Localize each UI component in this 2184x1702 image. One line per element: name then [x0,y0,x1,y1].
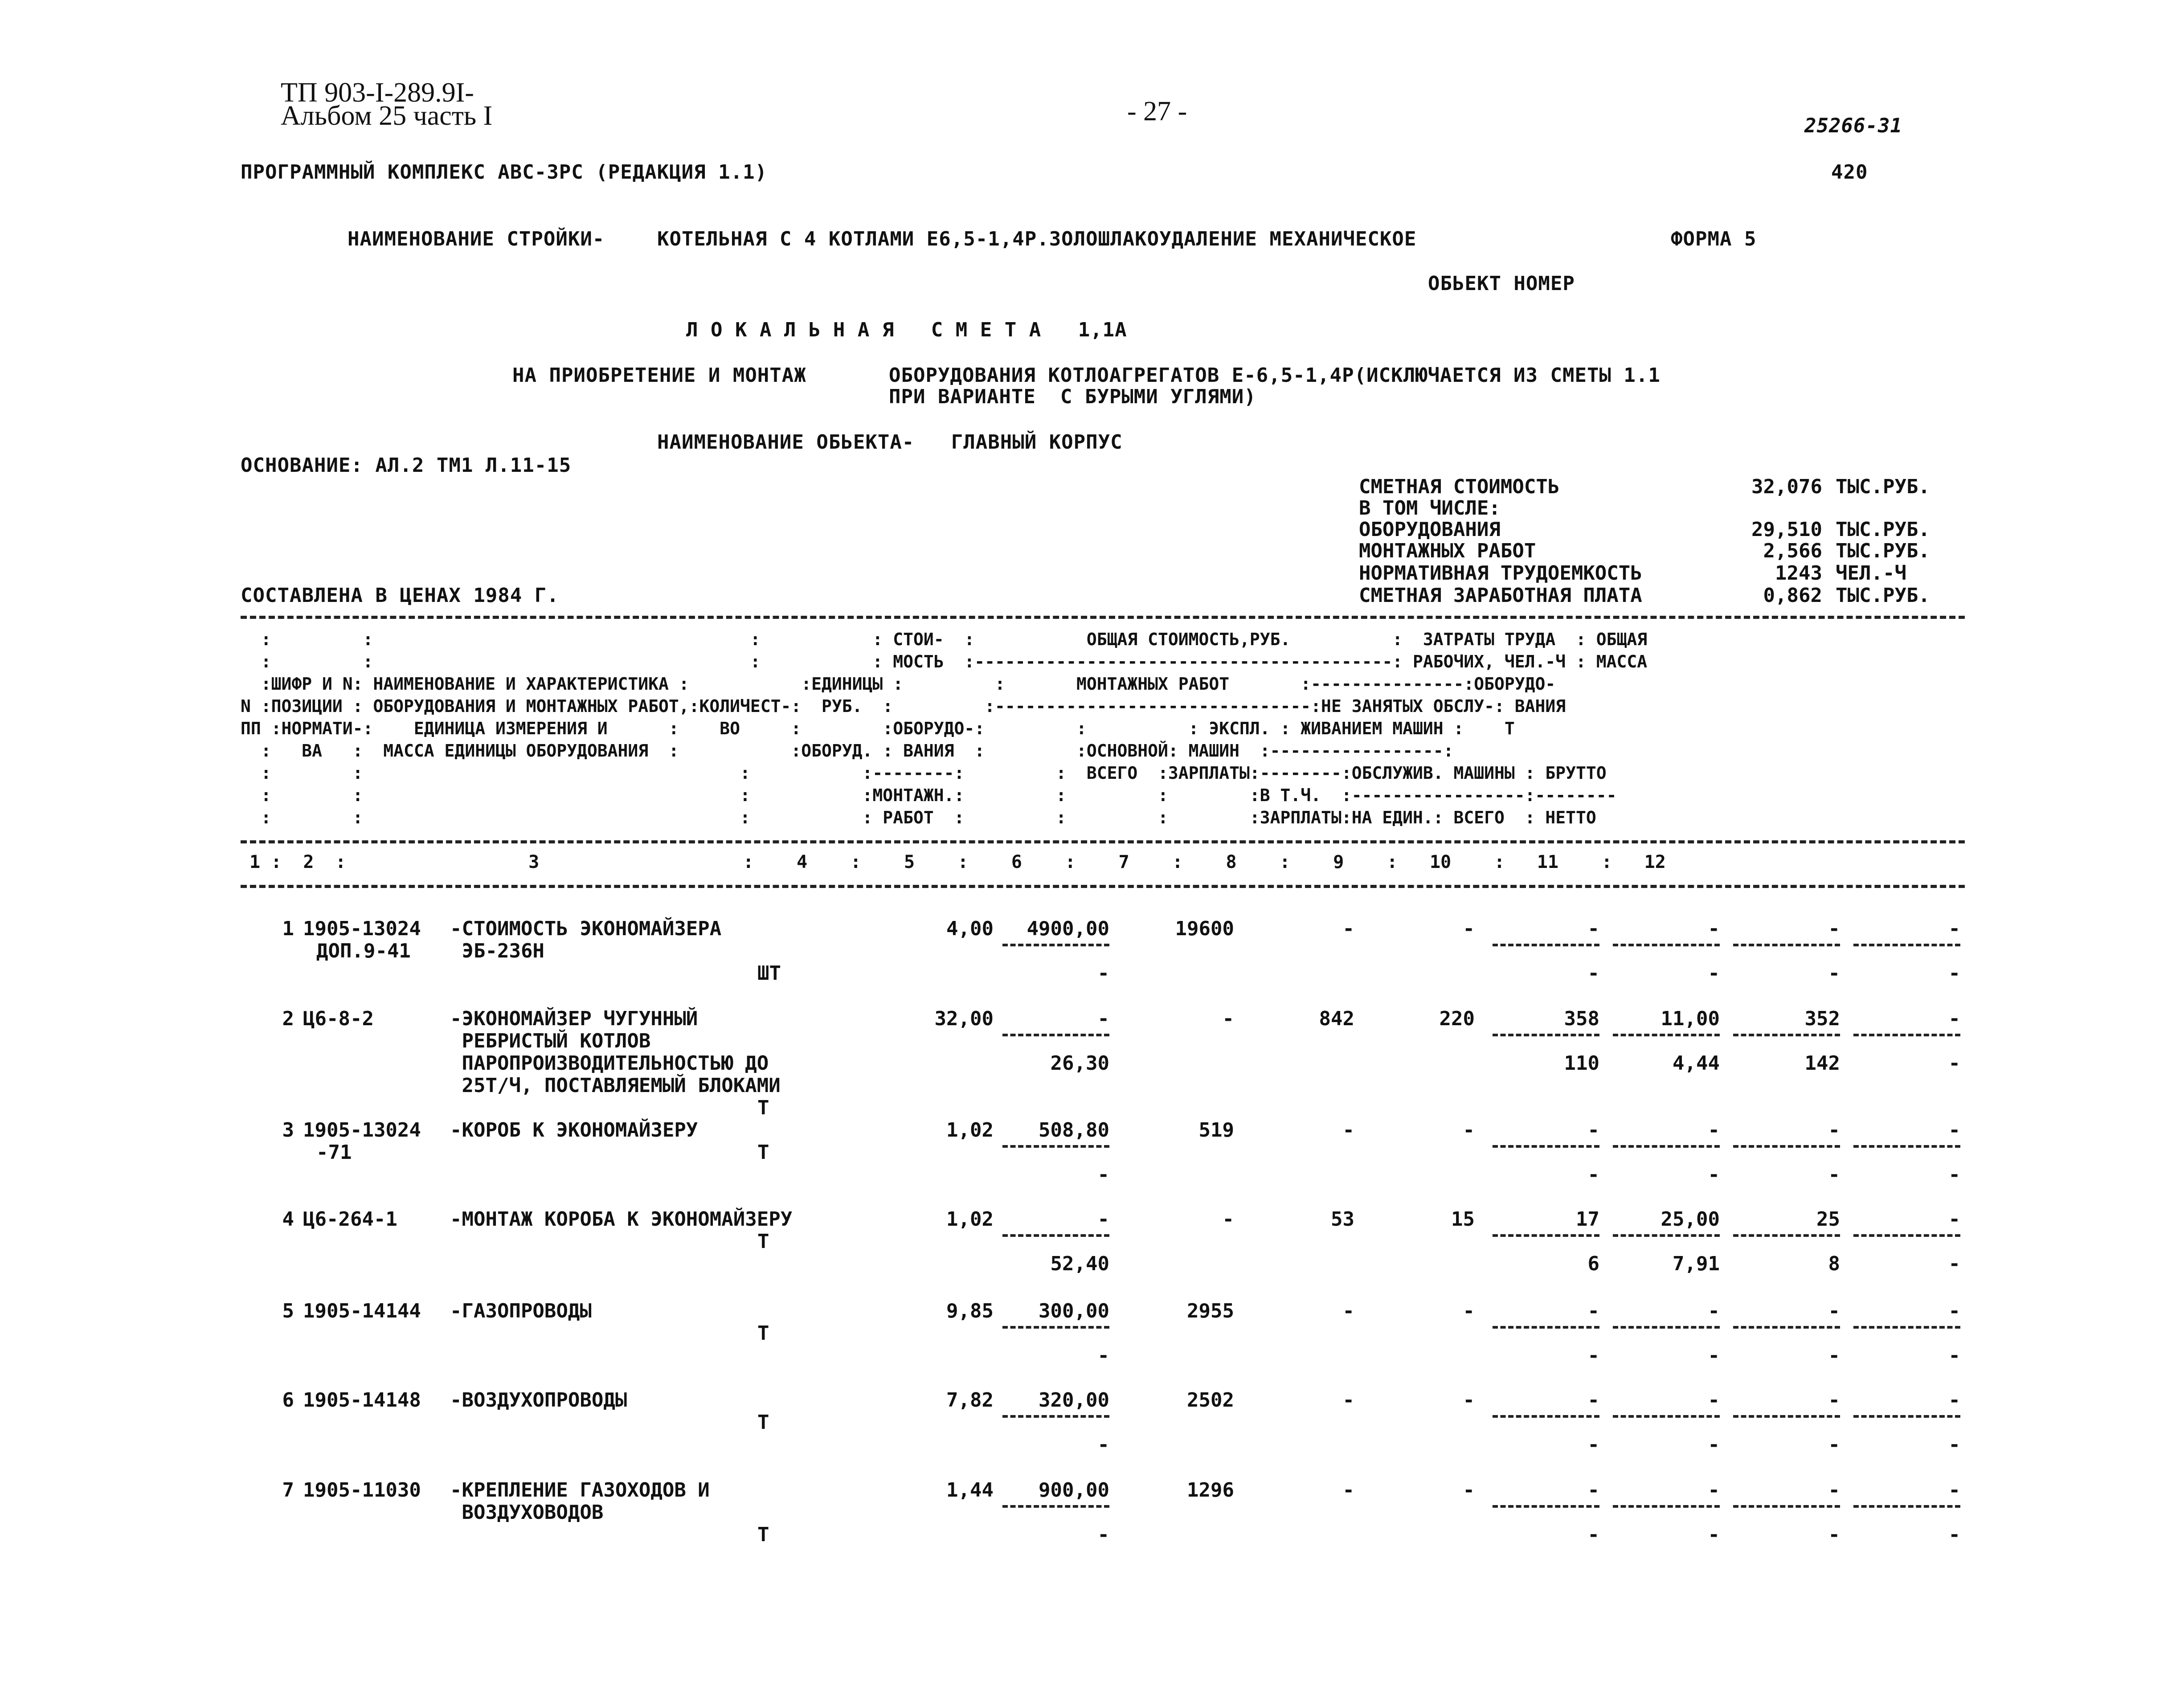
row-labor-unit-mach: - [1708,962,1720,985]
row-labor-unit-mach: - [1708,1433,1720,1456]
row-name-line: -ВОЗДУХОПРОВОДЫ [450,1389,627,1412]
row-labor-total-mach: - [1828,1344,1840,1367]
row-name-line: -ЭКОНОМАЙЗЕР ЧУГУННЫЙ [450,1007,698,1030]
row-name-line: -МОНТАЖ КОРОБА К ЭКОНОМАЙЗЕРУ [450,1208,793,1231]
row-price-mount: - [1097,1433,1109,1456]
summary-unit: ТЫС.РУБ. [1836,518,1930,541]
row-name-line: 25Т/Ч, ПОСТАВЛЯЕМЫЙ БЛОКАМИ [450,1074,781,1097]
labor-total-divider [1733,1034,1840,1036]
unit-price-divider [1002,1145,1109,1148]
row-equipment-cost: 519 [1198,1119,1234,1141]
summary-label: СМЕТНАЯ СТОИМОСТЬ [1359,475,1560,498]
table-top-rule [241,616,1965,619]
summary-row [1359,585,1974,607]
row-quantity: 1,44 [946,1479,994,1502]
summary-label: НОРМАТИВНАЯ ТРУДОЕМКОСТЬ [1359,562,1642,585]
summary-label: В ТОМ ЧИСЛЕ: [1359,497,1501,520]
mass-divider [1853,1505,1960,1508]
row-name-line: ЭБ-236Н [450,940,544,962]
header-line: ПП :НОРМАТИ-: ЕДИНИЦА ИЗМЕРЕНИЯ И : ВО : :ОБОРУДО-: : : ЭКСПЛ. : ЖИВАНИЕМ МАШИН : Т [241,719,1515,738]
row-labor-unit-mach: 7,91 [1673,1252,1720,1275]
labor-unit-divider [1613,1234,1720,1237]
row-unit: Т [757,1523,769,1546]
labor-total-divider [1733,944,1840,946]
object-name: НАИМЕНОВАНИЕ ОБЬЕКТА- ГЛАВНЫЙ КОРПУС [657,431,1123,454]
unit-price-divider [1002,1326,1109,1329]
row-total-mount: - [1342,917,1354,940]
row-code: 1905-13024 [303,1119,421,1141]
labor-unit-divider [1613,1326,1720,1329]
row-code: 1905-13024 [303,917,421,940]
summary-row [1359,476,1974,498]
row-machine-wage: - [1587,962,1599,985]
machine-divider [1493,1034,1599,1036]
header-line: : : : :МОНТАЖН.: : : :В Т.Ч. :-----------------:-------- [241,786,1617,805]
column-numbers: 1 : 2 : 3 : 4 : 5 : 6 : 7 : 8 : 9 : 10 : 11 : 12 [249,852,1666,872]
row-total-mount: - [1342,1479,1354,1502]
row-number: 3 [282,1119,294,1141]
unit-price-divider [1002,1034,1109,1036]
row-price-equipment: 4900,00 [1027,917,1109,940]
row-price-equipment: 508,80 [1039,1119,1109,1141]
header-line: : : : : СТОИ- : ОБЩАЯ СТОИМОСТЬ,РУБ. : ЗАТРАТЫ ТРУДА : ОБЩАЯ [241,630,1648,649]
unit-price-divider [1002,1415,1109,1418]
row-machine-wage: - [1587,1344,1599,1367]
row-labor-unit: - [1708,1479,1720,1502]
row-labor-unit: 11,00 [1660,1007,1720,1030]
row-mass-net: - [1948,962,1960,985]
row-equipment-cost: - [1222,1208,1234,1231]
row-quantity: 1,02 [946,1119,994,1141]
row-machine-cost: 17 [1576,1208,1599,1231]
row-name-line: -КРЕПЛЕНИЕ ГАЗОХОДОВ И [450,1479,710,1502]
row-price-mount: - [1097,1163,1109,1186]
row-base-wage: - [1463,1300,1475,1322]
row-equipment-cost: 2955 [1187,1300,1234,1322]
row-mass-net: - [1948,1344,1960,1367]
row-machine-cost: - [1587,1119,1599,1141]
row-machine-cost: - [1587,1300,1599,1322]
row-unit: Т [757,1141,769,1164]
labor-unit-divider [1613,1034,1720,1036]
row-labor-unit: - [1708,1300,1720,1322]
row-machine-cost: - [1587,1389,1599,1412]
row-labor-total-mach: 8 [1828,1252,1840,1275]
labor-total-divider [1733,1326,1840,1329]
row-labor-unit-mach: - [1708,1344,1720,1367]
row-price-equipment: - [1097,1208,1109,1231]
row-mass-gross: - [1948,1208,1960,1231]
row-name-line: -КОРОБ К ЭКОНОМАЙЗЕРУ [450,1119,698,1141]
row-number: 6 [282,1389,294,1412]
row-mass-gross: - [1948,1007,1960,1030]
row-mass-net: - [1948,1252,1960,1275]
machine-divider [1493,1415,1599,1418]
page-number: - 27 - [1127,96,1187,127]
purpose-label: НА ПРИОБРЕТЕНИЕ И МОНТАЖ [512,364,806,387]
summary-label: СМЕТНАЯ ЗАРАБОТНАЯ ПЛАТА [1359,584,1642,607]
row-price-mount: - [1097,1523,1109,1546]
labor-unit-divider [1613,1505,1720,1508]
row-quantity: 4,00 [946,917,994,940]
row-code: 1905-14148 [303,1389,421,1412]
row-equipment-cost: 1296 [1187,1479,1234,1502]
row-labor-total: - [1828,1479,1840,1502]
table-header [241,628,1969,833]
row-quantity: 32,00 [934,1007,994,1030]
summary-row [1359,497,1974,520]
row-total-mount: - [1342,1119,1354,1141]
row-machine-wage: - [1587,1523,1599,1546]
row-machine-wage: 110 [1564,1052,1599,1075]
row-name-line: -СТОИМОСТЬ ЭКОНОМАЙЗЕРА [450,917,722,940]
row-labor-unit: - [1708,1119,1720,1141]
row-equipment-cost: - [1222,1007,1234,1030]
summary-block [1359,476,1974,610]
summary-unit: ТЫС.РУБ. [1836,475,1930,498]
machine-divider [1493,1234,1599,1237]
row-mass-net: - [1948,1163,1960,1186]
row-base-wage: 220 [1439,1007,1475,1030]
header-line: : : : : МОСТЬ :-----------------------------------------: РАБОЧИХ, ЧЕЛ.-Ч : МАССА [241,652,1648,671]
stamp-number: 420 [1831,161,1868,184]
row-labor-unit: 25,00 [1660,1208,1720,1231]
row-unit: Т [757,1096,769,1119]
summary-value: 29,510 [1751,518,1822,541]
row-base-wage: - [1463,1119,1475,1141]
row-machine-wage: - [1587,1433,1599,1456]
row-number: 4 [282,1208,294,1231]
row-price-mount: - [1097,1344,1109,1367]
row-labor-total-mach: - [1828,1433,1840,1456]
row-unit: Т [757,1411,769,1434]
row-name-line: ВОЗДУХОВОДОВ [450,1501,604,1524]
header-line: N :ПОЗИЦИИ : ОБОРУДОВАНИЯ И МОНТАЖНЫХ РАБОТ,:КОЛИЧЕСТ-: РУБ. : :-------------------------------:НЕ ЗАНЯТЫХ ОБСЛУ-: ВАНИЯ [241,696,1566,716]
object-number: ОБЬЕКТ НОМЕР [1428,272,1575,295]
header-line: : : : :--------: : ВСЕГО :ЗАРПЛАТЫ:--------:ОБСЛУЖИВ. МАШИНЫ : БРУТТО [241,763,1607,783]
price-level: СОСТАВЛЕНА В ЦЕНАХ 1984 Г. [241,584,559,607]
estimate-title: Л О К А Л Ь Н А Я С М Е Т А 1,1А [686,319,1127,341]
row-machine-cost: - [1587,917,1599,940]
row-base-wage: - [1463,1479,1475,1502]
row-number: 1 [282,917,294,940]
row-mass-net: - [1948,1433,1960,1456]
construction-name: КОТЕЛЬНАЯ С 4 КОТЛАМИ Е6,5-1,4Р.ЗОЛОШЛАКОУДАЛЕНИЕ МЕХАНИЧЕСКОЕ [657,228,1417,250]
row-quantity: 1,02 [946,1208,994,1231]
row-machine-cost: 358 [1564,1007,1599,1030]
album-label: Альбом 25 часть I [281,101,493,131]
labor-unit-divider [1613,944,1720,946]
summary-value: 1243 [1775,562,1822,585]
row-price-mount: 26,30 [1050,1052,1109,1075]
row-total-mount: 53 [1331,1208,1354,1231]
table-row [0,1479,2184,1702]
row-code: Ц6-264-1 [303,1208,397,1231]
machine-divider [1493,1326,1599,1329]
header-bottom-rule [241,840,1965,843]
labor-total-divider [1733,1505,1840,1508]
header-line: : : : : РАБОТ : : : :ЗАРПЛАТЫ:НА ЕДИН.: ВСЕГО : НЕТТО [241,808,1596,827]
document-code: ТП 903-I-289.9I- [281,78,474,108]
row-total-mount: - [1342,1300,1354,1322]
row-labor-total: 352 [1804,1007,1840,1030]
row-labor-total-mach: - [1828,962,1840,985]
row-code-extra: -71 [316,1141,352,1164]
row-mass-gross: - [1948,1389,1960,1412]
row-name-line: -ГАЗОПРОВОДЫ [450,1300,592,1322]
row-machine-cost: - [1587,1479,1599,1502]
row-equipment-cost: 19600 [1175,917,1234,940]
row-name-line: РЕБРИСТЫЙ КОТЛОВ [450,1030,651,1052]
row-machine-wage: - [1587,1163,1599,1186]
row-labor-total: - [1828,1300,1840,1322]
row-labor-unit-mach: - [1708,1163,1720,1186]
labor-total-divider [1733,1234,1840,1237]
summary-row [1359,519,1974,541]
mass-divider [1853,1145,1960,1148]
summary-value: 0,862 [1763,584,1822,607]
row-code: 1905-14144 [303,1300,421,1322]
row-number: 5 [282,1300,294,1322]
row-labor-unit: - [1708,1389,1720,1412]
summary-row [1359,540,1974,562]
row-code-extra: ДОП.9-41 [316,940,411,962]
stamp-code: 25266-31 [1804,115,1902,137]
summary-label: МОНТАЖНЫХ РАБОТ [1359,540,1536,562]
row-price-equipment: 900,00 [1039,1479,1109,1502]
row-unit: ШТ [757,962,781,985]
row-code: 1905-11030 [303,1479,421,1502]
labor-total-divider [1733,1145,1840,1148]
header-line: :ШИФР И N: НАИМЕНОВАНИЕ И ХАРАКТЕРИСТИКА : :ЕДИНИЦЫ : : МОНТАЖНЫХ РАБОТ :---------------:ОБОРУДО- [241,674,1556,694]
mass-divider [1853,1234,1960,1237]
row-labor-total: - [1828,917,1840,940]
mass-divider [1853,1326,1960,1329]
row-number: 2 [282,1007,294,1030]
row-unit: Т [757,1230,769,1253]
summary-unit: ТЫС.РУБ. [1836,584,1930,607]
row-total-mount: 842 [1319,1007,1354,1030]
summary-value: 32,076 [1751,475,1822,498]
machine-divider [1493,1505,1599,1508]
summary-label: ОБОРУДОВАНИЯ [1359,518,1501,541]
labor-total-divider [1733,1415,1840,1418]
purpose-line-2: ПРИ ВАРИАНТЕ С БУРЫМИ УГЛЯМИ) [889,385,1256,408]
row-labor-total: 25 [1816,1208,1840,1231]
row-mass-gross: - [1948,1119,1960,1141]
row-mass-gross: - [1948,1479,1960,1502]
row-base-wage: - [1463,917,1475,940]
row-mass-net: - [1948,1052,1960,1075]
row-labor-unit-mach: 4,44 [1673,1052,1720,1075]
row-labor-total-mach: - [1828,1163,1840,1186]
row-labor-total-mach: 142 [1804,1052,1840,1075]
row-mass-gross: - [1948,1300,1960,1322]
labor-unit-divider [1613,1415,1720,1418]
row-labor-unit-mach: - [1708,1523,1720,1546]
row-machine-wage: 6 [1587,1252,1599,1275]
row-price-mount: 52,40 [1050,1252,1109,1275]
program-title: ПРОГРАММНЫЙ КОМПЛЕКС АВС-ЗРС (РЕДАКЦИЯ 1.1) [241,161,768,184]
row-quantity: 9,85 [946,1300,994,1322]
row-price-equipment: 300,00 [1039,1300,1109,1322]
mass-divider [1853,1034,1960,1036]
machine-divider [1493,1145,1599,1148]
unit-price-divider [1002,944,1109,946]
row-total-mount: - [1342,1389,1354,1412]
row-labor-total: - [1828,1389,1840,1412]
header-line: : ВА : МАССА ЕДИНИЦЫ ОБОРУДОВАНИЯ : :ОБОРУД. : ВАНИЯ : :ОСНОВНОЙ: МАШИН :-----------------: [241,741,1454,761]
summary-unit: ЧЕЛ.-Ч [1836,562,1906,585]
unit-price-divider [1002,1234,1109,1237]
row-base-wage: 15 [1451,1208,1475,1231]
column-numbers-rule [241,885,1965,888]
unit-price-divider [1002,1505,1109,1508]
construction-label: НАИМЕНОВАНИЕ СТРОЙКИ- [348,228,605,250]
row-unit: Т [757,1322,769,1345]
machine-divider [1493,944,1599,946]
mass-divider [1853,944,1960,946]
labor-unit-divider [1613,1145,1720,1148]
row-quantity: 7,82 [946,1389,994,1412]
summary-row [1359,562,1974,585]
row-number: 7 [282,1479,294,1502]
summary-value: 2,566 [1763,540,1822,562]
row-code: Ц6-8-2 [303,1007,374,1030]
row-price-equipment: - [1097,1007,1109,1030]
row-labor-unit: - [1708,917,1720,940]
summary-unit: ТЫС.РУБ. [1836,540,1930,562]
form-label: ФОРМА 5 [1671,228,1757,250]
row-price-mount: - [1097,962,1109,985]
mass-divider [1853,1415,1960,1418]
row-mass-net: - [1948,1523,1960,1546]
row-price-equipment: 320,00 [1039,1389,1109,1412]
row-labor-total: - [1828,1119,1840,1141]
row-base-wage: - [1463,1389,1475,1412]
row-name-line: ПАРОПРОИЗВОДИТЕЛЬНОСТЬЮ ДО [450,1052,769,1075]
row-equipment-cost: 2502 [1187,1389,1234,1412]
row-mass-gross: - [1948,917,1960,940]
basis: ОСНОВАНИЕ: АЛ.2 ТМ1 Л.11-15 [241,454,572,477]
row-labor-total-mach: - [1828,1523,1840,1546]
purpose-line-1: ОБОРУДОВАНИЯ КОТЛОАГРЕГАТОВ Е-6,5-1,4Р(ИСКЛЮЧАЕТСЯ ИЗ СМЕТЫ 1.1 [889,364,1660,387]
